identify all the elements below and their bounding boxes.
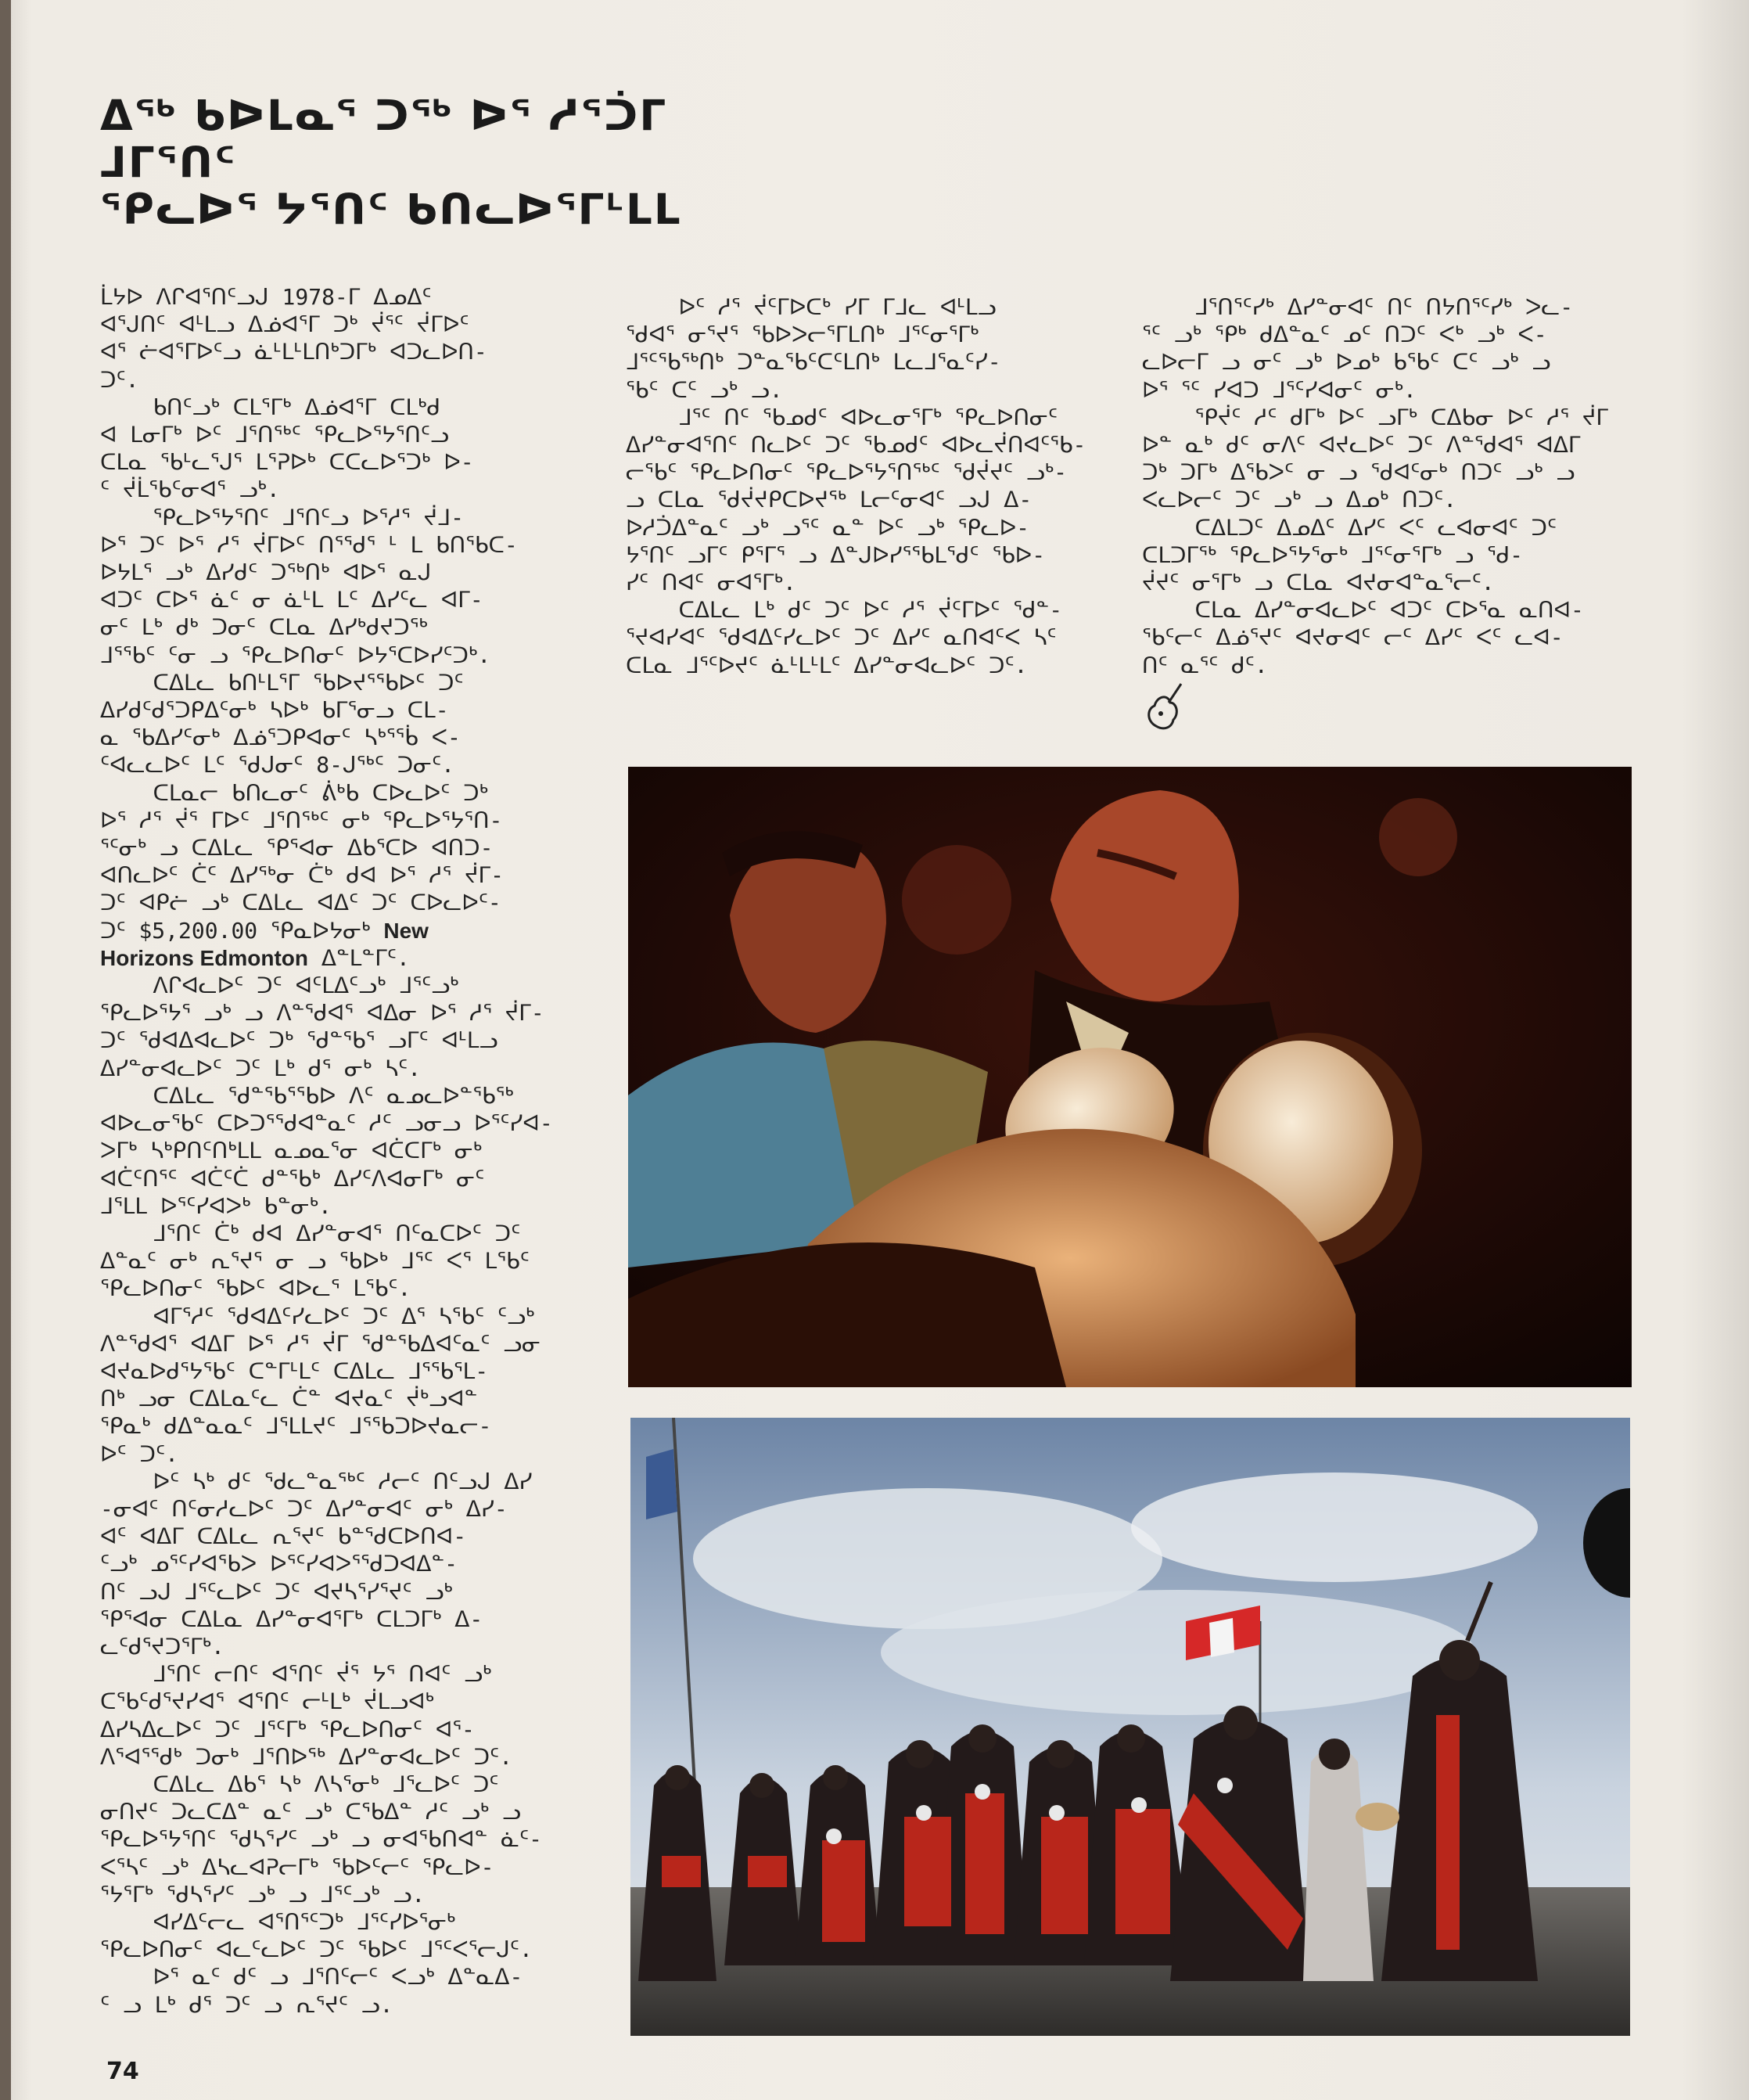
title-line-1: ᐃᖅ ᑲᐅᒪᓇᕐ ᑐᖅ ᐅᕐ ᓱᕐᑑᒥ ᒧᒥᕐᑎᑦ [100,91,668,187]
text-column-2: ᐅᑦ ᓱᕐ ᔫᑦᒥᐅᑕᒃ ᓯᒥ ᒥᒧᓚ ᐊᒻᒪᓗ ᖁᐊᕐ ᓂᕐᔪᕐ ᖃᐅᐳᓕᕐᒥᒪᑎᒃ ᒧᕐᑦᓂᕐᒥᒃ ᒧᕐᑦᖃᕐᒃᑎᒃ ᑐᓐᓇᖃᑦᑕᑦᒪᑎᒃ ᒪᓚᒧᕐᓇᑦᓯ- ᖃᑦ ᑕᑦ ᓗᒃ ᓗ. ᒧᕐᑦ ᑎᑦ ᖃᓄᑯᑦ ᐊᐅᓚᓂᕐᒥᒃ ᕐᑭᓚᐅᑎᓂᑦ ᐃᓯᓐᓂᐊᕐᑎᑦ ᑎᓚᐅᑦ ᑐᑦ ᖃᓄᑯᑦ ᐊᐅᓚᔫᑎᐊᑦᖃ- ᓕᖃᑦ ᕐᑭᓚᐅᑎᓂᑦ ᕐᑭᓚᐅᕐᔭᕐᑎᖅᑦ ᖁᔫᔪᑦ ᓗᒃ- ᓗ ᑕᒪᓇ ᖁᔫᔪᑭᑕᐅᔪᕐᒃ ᒪᓕᑦᓂᐊᑦ ᓗᒍ ᐃ- ᐅᓱᑑᐃᓐᓇᑦ ᓗᒃ ᓗᕐᑦ ᓇᓐ ᐅᑦ ᓗᒃ ᕐᑭᓚᐅ- ᔭᕐᑎᑦ ᓗᒥᑦ ᑭᕐᒥᕐ ᓗ ᐃᓐᒍᐅᓯᕐᖃᒪᖁᑦ ᖃᐅ- ᓯᑦ ᑎᐊᑦ ᓂᐊᕐᒥᒃ. ᑕᐃᒪᓚ ᒪᒃ ᑯᑦ ᑐᑦ ᐅᑦ ᓱᕐ ᔫᑦᒥᐅᑦ ᖁᓐ- ᕐᔪᐊᓯᐊᑦ ᖁᐊᐃᑦᓯᓚᐅᑦ ᑐᑦ ᐃᓯᑦ ᓇᑎᐊᑦᐸ ᓴᑦ ᑕᒪᓇ ᒧᕐᑦᐅᔪᑦ ᓈᒻᒪᒻᒪᑦ ᐃᓯᓐᓂᐊᓚᐅᑦ ᑐᑦ. [626,294,1086,678]
end-mark-icon [1142,679,1189,742]
column1-paragraphs: ᒫᔭᐅ ᐱᒋᐊᕐᑎᑦᓗᒍ 1978-ᒥ ᐃᓄᐃᑦ ᐊᕐᒍᑎᑦ ᐊᒻᒪᓗ ᐃᓅᐊᕐᒥ ᑐᒃ ᔫᕐᑦ ᔫᒥᐅᑦ ᐊᕐ ᓖᐊᕐᒥᐅᑦᓗ ᓈᒻᒪᒻᒪᑎᒃᑐᒥᒃ ᐊᑐᓚᐅᑎ- ᑐᑦ. ᑲᑎᑦᓗᒃ ᑕᒪᕐᒥᒃ ᐃᓅᐊᕐᒥ ᑕᒪᒃᑯ ᐊ ᒪᓂᒥᒃ ᐅᑦ ᒧᕐᑎᖅᑦ ᕐᑭᓚᐅᕐᔭᕐᑎᑦᓗ ᑕᒪᓇ ᖃᒻᓚᕐᒍᕐ ᒪᕐᕈᐅᒃ ᑕᑕᓚᐅᕐᑐᒃ ᐅ- ᑦ ᔫᒫᖃᑦᓂᐊᕐ ᓗᒃ. ᕐᑭᓚᐅᕐᔭᕐᑎᑦ ᒧᕐᑎᑦᓗ ᐅᕐᓱᕐ ᔫᒧ- ᐅᕐ ᑐᑦ ᐅᕐ ᓱᕐ ᔫᒥᐅᑦ ᑎᕐᖁᕐ ᒻ ᒪ ᑲᑎᖃᑕ- ᐅᔭᒪᕐ ᓗᒃ ᐃᓯᑯᑦ ᑐᖅᑎᒃ ᐊᐅᕐ ᓇᒍ ᐊᑐᑦ ᑕᐅᕐ ᓈᑦ ᓂ ᓈᒻᒪ ᒪᑦ ᐃᓯᑦᓚ ᐊᒥ- ᓂᑦ ᒪᒃ ᑯᒃ ᑐᓂᑦ ᑕᒪᓇ ᐃᓯᒃᑯᔪᑐᕐᒃ ᒧᕐᖃᑦ ᑦᓂ ᓗ ᕐᑭᓚᐅᑎᓂᑦ ᐅᔭᕐᑕᐅᓯᑦᑐᒃ. ᑕᐃᒪᓚ ᑲᑎᒻᒪᕐᒥ ᕐᑲᐅᔪᕐᖃᐅᑦ ᑐᑦ ᐃᓯᑯᑦᑯᕐᑐᑭᐃᑦᓂᒃ ᓴᐅᒃ ᑲᒥᕐᓂᓗ ᑕᒪ- ᓇ ᕐᑲᐃᓯᑦᓂᒃ ᐃᓅᕐᑐᑭᐊᓂᑦ ᓴᒃᕐᖄ ᐸ- ᑦᐊᓚᓚᐅᑦ ᒪᑦ ᖁᒍᓂᑦ 8-ᒍᖅᑦ ᑐᓂᑦ. ᑕᒪᓇᓕ ᑲᑎᓚᓂᑦ ᕖᒃᑲ ᑕᐅᓚᐅᑦ ᑐᒃ ᐅᕐ ᓱᕐ ᔫᕐ ᒥᐅᑦ ᒧᕐᑎᖅᑦ ᓂᒃ ᕐᑭᓚᐅᕐᔭᕐᑎ- ᕐᑦᓂᒃ ᓗ ᑕᐃᒪᓚ ᕿᕐᐊᓂ ᐃᑲᕐᑕᐅ ᐊᑎᑐ- ᐊᑎᓚᐅᑦ ᑖᑦ ᐃᓯᖅᓂ ᑖᒃ ᑯᐊ ᐅᕐ ᓱᕐ ᔫᒥ- ᑐᑦ ᐊᑭᓖ ᓗᒃ ᑕᐃᒪᓚ ᐊᐃᑦ ᑐᑦ ᑕᐅᓚᐅᑦ- ᑐᑦ $5,200.00 ᕿᓇᐅᔭᓂᒃ [100,284,518,944]
binding-shadow [0,0,11,2100]
horizons-edmonton: Horizons Edmonton [100,945,308,970]
text-column-3: ᒧᕐᑎᕐᑦᓯᒃ ᐃᓯᓐᓂᐊᑦ ᑎᑦ ᑎᔭᑎᕐᑦᓯᒃ ᐳᓚ- ᕐᑦ ᓗᒃ ᕿᒃ ᑯᐃᓐᓇᑦ ᓄᑦ ᑎᑐᑦ ᐸᒃ ᓗᒃ ᐸ- ᓚᐅᓕᒥ ᓗ ᓂᑦ ᓗᒃ ᐅᓄᒃ ᑲᖃᑦ ᑕᑦ ᓗᒃ ᓗ ᐅᕐ ᕐᑦ ᓯᐊᑐ ᒧᕐᑦᓯᐊᓂᑦ ᓂᒃ. ᕿᔫᑦ ᓱᑦ ᑯᒥᒃ ᐅᑦ ᓗᒥᒃ ᑕᐃᑲᓂ ᐅᑦ ᓱᕐ ᔫᒥ ᐅᓐ ᓇᒃ ᑯᑦ ᓂᐱᑦ ᐊᔪᓚᐅᑦ ᑐᑦ ᐱᓐᖁᐊᕐ ᐊᐃᒥ ᑐᒃ ᑐᒥᒃ ᐃᕐᑲᐳᑦ ᓂ ᓗ ᖁᐊᑦᓂᒃ ᑎᑐᑦ ᓗᒃ ᓗ ᐸᓚᐅᓕᑦ ᑐᑦ ᓗᒃ ᓗ ᐃᓄᒃ ᑎᑐᑦ. ᑕᐃᒪᑐᑦ ᐃᓄᐃᑦ ᐃᓯᑦ ᐸᑦ ᓚᐊᓂᐊᑦ ᑐᑦ ᑕᒪᑐᒥᖅ ᕐᑭᓚᐅᕐᔭᕐᓂᒃ ᒧᕐᑦᓂᕐᒥᒃ ᓗ ᖁ- ᔫᔪᑦ ᓂᕐᒥᒃ ᓗ ᑕᒪᓇ ᐊᔪᓂᐊᓐᓇᕐᓕᑦ. ᑕᒪᓇ ᐃᓯᓐᓂᐊᓚᐅᑦ ᐊᑐᑦ ᑕᐅᕐᓇ ᓇᑎᐊ- ᖃᑦᓕᑦ ᐃᓅᕐᔪᑦ ᐊᔪᓂᐊᑦ ᓕᑦ ᐃᓯᑦ ᐸᑦ ᓚᐊ- ᑎᑦ ᓇᕐᑦ ᑯᑦ. [1142,294,1608,678]
column1-paragraphs-2: ᐱᒋᐊᓚᐅᑦ ᑐᑦ ᐊᑦᒪᐃᑦᓗᒃ ᒧᕐᑦᓗᒃ ᕐᑭᓚᐅᕐᔭᕐ ᓗᒃ ᓗ ᐱᓐᖁᐊᕐ ᐊᐃᓂ ᐅᕐ ᓱᕐ ᔫᒥ- ᑐᑦ ᖁᐊᐃᐊᓚᐅᑦ ᑐᒃ ᖁᓐᖃᕐ ᓗᒥᑦ ᐊᒻᒪᓗ ᐃᓯᓐᓂᐊᓚᐅᑦ ᑐᑦ ᒪᒃ ᑯᕐ ᓂᒃ ᓴᑦ. ᑕᐃᒪᓚ ᖁᓐᖃᕐᖃᐅ ᐱᑦ ᓇᓄᓚᐅᓐᖃᕐᒃ ᐊᐅᓚᓂᖃᑦ ᑕᐅᑐᕐᖁᐊᓐᓇᑦ ᓱᑦ ᓗᓂᓗ ᐅᕐᑦᓯᐊ- ᐳᒥᒃ ᓴᒃᑭᑎᑦᑎᒃᒪᒪ ᓇᓄᓇᕐᓂ ᐊᑖᑕᒥᒃ ᓂᒃ ᐊᑖᑦᑎᕐᑦ ᐊᑖᑦᑖ ᑯᓐᖃᒃ ᐃᓯᑦᐱᐊᓂᒥᒃ ᓂᑦ ᒧᕐᒪᒪ ᐅᕐᑦᓯᐊᐳᒃ ᑲᓐᓂᒃ. ᒧᕐᑎᑦ ᑖᒃ ᑯᐊ ᐃᓯᓐᓂᐊᕐ ᑎᑦᓇᑕᐅᑦ ᑐᑦ ᐃᓐᓇᑦ ᓂᒃ ᕆᕐᔪᕐ ᓂ ᓗ ᖃᐅᒃ ᒧᕐᑦ ᐸᕐ ᒪᖃᑦ ᕐᑭᓚᐅᑎᓂᑦ ᖃᐅᑦ ᐊᐅᓚᕐ ᒪᖃᑦ. [100,973,553,1302]
photo-drummers [628,767,1632,1387]
page-number: 74 [106,2058,139,2085]
column1-after-latin: ᐃᓐᒪᓐᒥᑦ. [307,944,410,971]
title-line-2: ᕐᑭᓚᐅᕐ ᔭᕐᑎᑦ ᑲᑎᓚᐅᕐᒥᒻᒪᒪ [100,185,682,234]
photo-dancers [630,1418,1630,2036]
text-column-1 [100,283,585,2019]
new-word: New [383,918,429,943]
column1-paragraphs-3: ᐊᒥᕐᓱᑦ ᖁᐊᐃᑦᓯᓚᐅᑦ ᑐᑦ ᐃᕐ ᓴᖃᑦ ᑦᓗᒃ ᐱᓐᖁᐊᕐ ᐊᐃᒥ ᐅᕐ ᓱᕐ ᔫᒥ ᖁᓐᖃᐃᐊᑦᓇᑦ ᓗᓂ ᐊᔪᓇᐅᑯᕐᔭᖃᑦ ᑕᓐᒥᒻᒪᑦ ᑕᐃᒪᓚ ᒧᕐᖃᕐᒪ- ᑎᒃ ᓗᓂ ᑕᐃᒪᓇᑦᓚ ᑖᓐ ᐊᔪᓇᑦ ᔫᒃᓗᐊᓐ ᕿᓇᒃ ᑯᐃᓐᓇᓇᑦ ᒧᕐᒪᒪᔪᑦ ᒧᕐᖃᑐᐅᔪᓇᓕ- ᐅᑦ ᑐᑦ. ᐅᑦ ᓴᒃ ᑯᑦ ᖁᓚᓐᓇᖅᑦ ᓱᓕᑦ ᑎᑦᓗᒍ ᐃᓯ -ᓂᐊᑦ ᑎᑦᓂᓱᓚᐅᑦ ᑐᑦ ᐃᓯᓐᓂᐊᑦ ᓂᒃ ᐃᓯ- ᐊᑦ ᐊᐃᒥ ᑕᐃᒪᓚ ᕆᕐᔪᑦ ᑲᓐᖁᑕᐅᑎᐊ- ᑦᓗᒃ ᓄᕐᑦᓯᐊᕐᑲᐳ ᐅᕐᑦᓯᐊᐳᕐᖁᑐᐊᐃᓐ- ᑎᑦ ᓗᒍ ᒧᕐᑦᓚᐅᑦ ᑐᑦ ᐊᔪᓴᕐᓯᕐᔪᑦ ᓗᒃ ᕿᕐᐊᓂ ᑕᐃᒪᓇ ᐃᓯᓐᓂᐊᕐᒥᒃ ᑕᒪᑐᒥᒃ ᐃ- ᓚᑦᑯᕐᔪᑐᕐᒥᒃ. ᒧᕐᑎᑦ ᓕᑎᑦ ᐊᕐᑎᑦ ᔫᕐ ᔭᕐ ᑎᐊᑦ ᓗᒃ ᑕᖃᑦᑯᕐᔪᓯᐊᕐ ᐊᕐᑎᑦ ᓕᒻᒪᒃ ᔫᒪᓗᐊᒃ ᐃᓯᓴᐃᓚᐅᑦ ᑐᑦ ᒧᕐᑦᒥᒃ ᕐᑭᓚᐅᑎᓂᑦ ᐊᕐ- ᐱᕐᐊᕐᖁᒃ ᑐᓂᒃ ᒧᕐᑎᐅᕐᒃ ᐃᓯᓐᓂᐊᓚᐅᑦ ᑐᑦ. ᑕᐃᒪᓚ ᐃᑲᕐ ᓴᒃ ᐱᓴᕐᓂᒃ ᒧᕐᓚᐅᑦ ᑐᑦ ᓂᑎᔪᑦ ᑐᓚᑕᐃᓐ ᓇᑦ ᓗᒃ ᑕᖃᐃᓐ ᓱᑦ ᓗᒃ ᓗ ᕐᑭᓚᐅᕐᔭᕐᑎᑦ ᖁᓴᕐᓯᑦ ᓗᒃ ᓗ ᓂᐊᖃᑎᐊᓐ ᓈᑦ- ᐸᕐᓴᑦ ᓗᒃ ᐃᓴᓚᐊᕈᓕᒥᒃ ᖃᐅᑦᓕᑦ ᕐᑭᓚᐅ- ᕐᔭᕐᒥᒃ ᖁᓴᕐᓯᑦ ᓗᒃ ᓗ ᒧᕐᑦᓗᒃ ᓗ. ᐊᓯᐃᑦᓕᓚ ᐊᕐᑎᕐᑦᑐᒃ ᒧᕐᑦᓯᐅᕐᓂᒃ ᕐᑭᓚᐅᑎᓂᑦ ᐊᓚᑦᓚᐅᑦ ᑐᑦ ᖃᐅᑦ ᒧᕐᑦᐸᕐᓕᒍᑦ. ᐅᕐ ᓇᑦ ᑯᑦ ᓗ ᒧᕐᑎᑦᓕᑦ ᐸᓗᒃ ᐃᓐᓇᐃ- ᑦ ᓗ ᒪᒃ ᑯᕐ ᑐᑦ ᓗ ᕆᕐᔪᑦ ᓗ. [100,1303,543,2018]
article-title [100,92,742,233]
